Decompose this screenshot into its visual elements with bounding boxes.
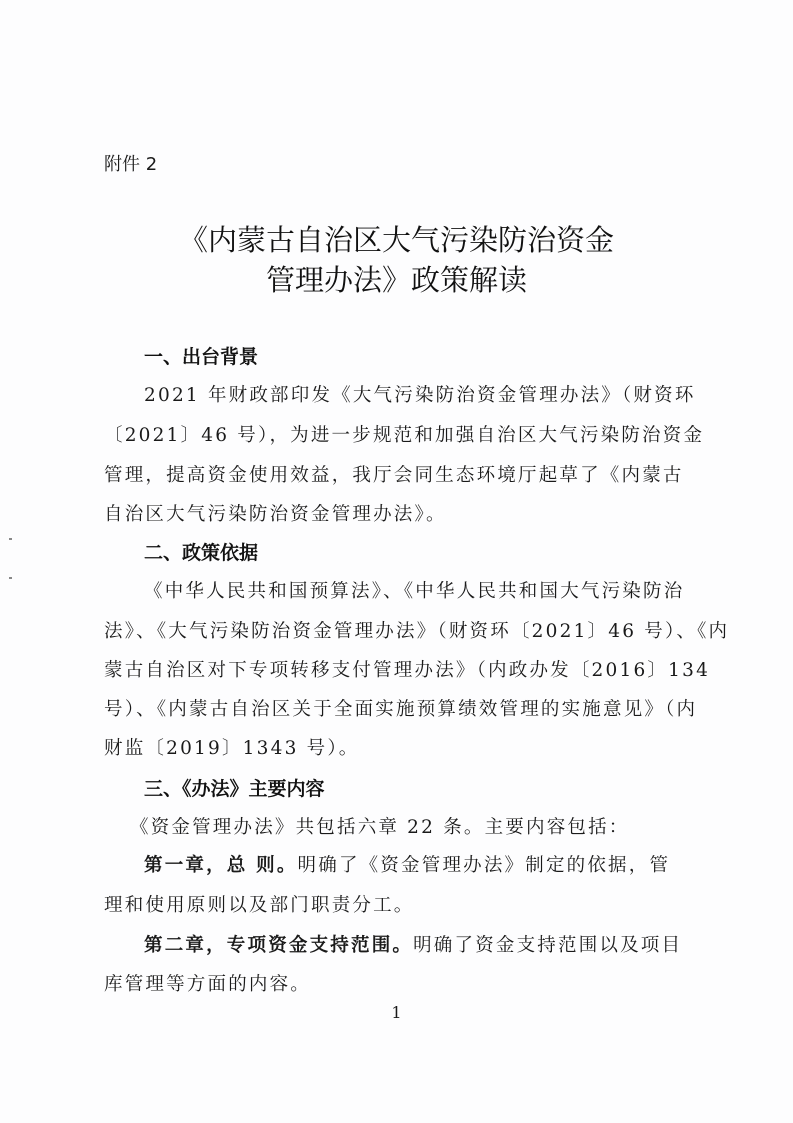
paragraph-line: 蒙古自治区对下专项转移支付管理办法》（内政办发〔2016〕134 [104,660,711,681]
section-heading-main-content: 三、《办法》主要内容 [144,778,325,800]
chapter-2-line-1 [144,931,744,957]
scan-mark [9,538,12,540]
paragraph-line: 号）、《内蒙古自治区关于全面实施预算绩效管理的实施意见》（内 [104,699,698,720]
chapter-1-title: 第一章，总 则。 [144,855,298,876]
chapter-1-text: 明确了《资金管理办法》制定的依据，管 [297,855,671,876]
document-title-line-2: 管理办法》政策解读 [265,263,527,297]
paragraph-line: 《中华人民共和国预算法》、《中华人民共和国大气污染防治 [144,581,685,602]
paragraph-line: 自治区大气污染防治资金管理办法》。 [104,504,447,525]
page-number: 1 [391,1003,402,1022]
paragraph-intro: 《资金管理办法》共包括六章 22 条。主要内容包括： [130,817,630,838]
section-heading-policy-basis: 二、政策依据 [144,542,259,564]
chapter-2-text: 明确了资金支持范围以及项目 [413,935,683,956]
scan-mark [9,577,12,579]
chapter-2-title: 第二章，专项资金支持范围。 [144,935,414,956]
paragraph-line: 管理，提高资金使用效益，我厅会同生态环境厅起草了《内蒙古 [104,465,684,486]
section-heading-background: 一、出台背景 [144,346,259,368]
paragraph-line: 〔2021〕46 号），为进一步规范和加强自治区大气污染防治资金 [104,425,705,446]
chapter-1-line-2: 理和使用原则以及部门职责分工。 [104,895,415,916]
chapter-1-line-1 [144,851,744,877]
paragraph-line: 2021 年财政部印发《大气污染防治资金管理办法》（财资环 [144,385,696,406]
chapter-2-line-2: 库管理等方面的内容。 [104,974,312,995]
attachment-label: 附件 2 [104,154,158,175]
paragraph-line: 财监〔2019〕1343 号）。 [104,738,360,759]
paragraph-line: 法》、《大气污染防治资金管理办法》（财资环〔2021〕46 号）、《内 [104,621,730,642]
document-title-line-1: 《内蒙古自治区大气污染防治资金 [178,223,614,257]
